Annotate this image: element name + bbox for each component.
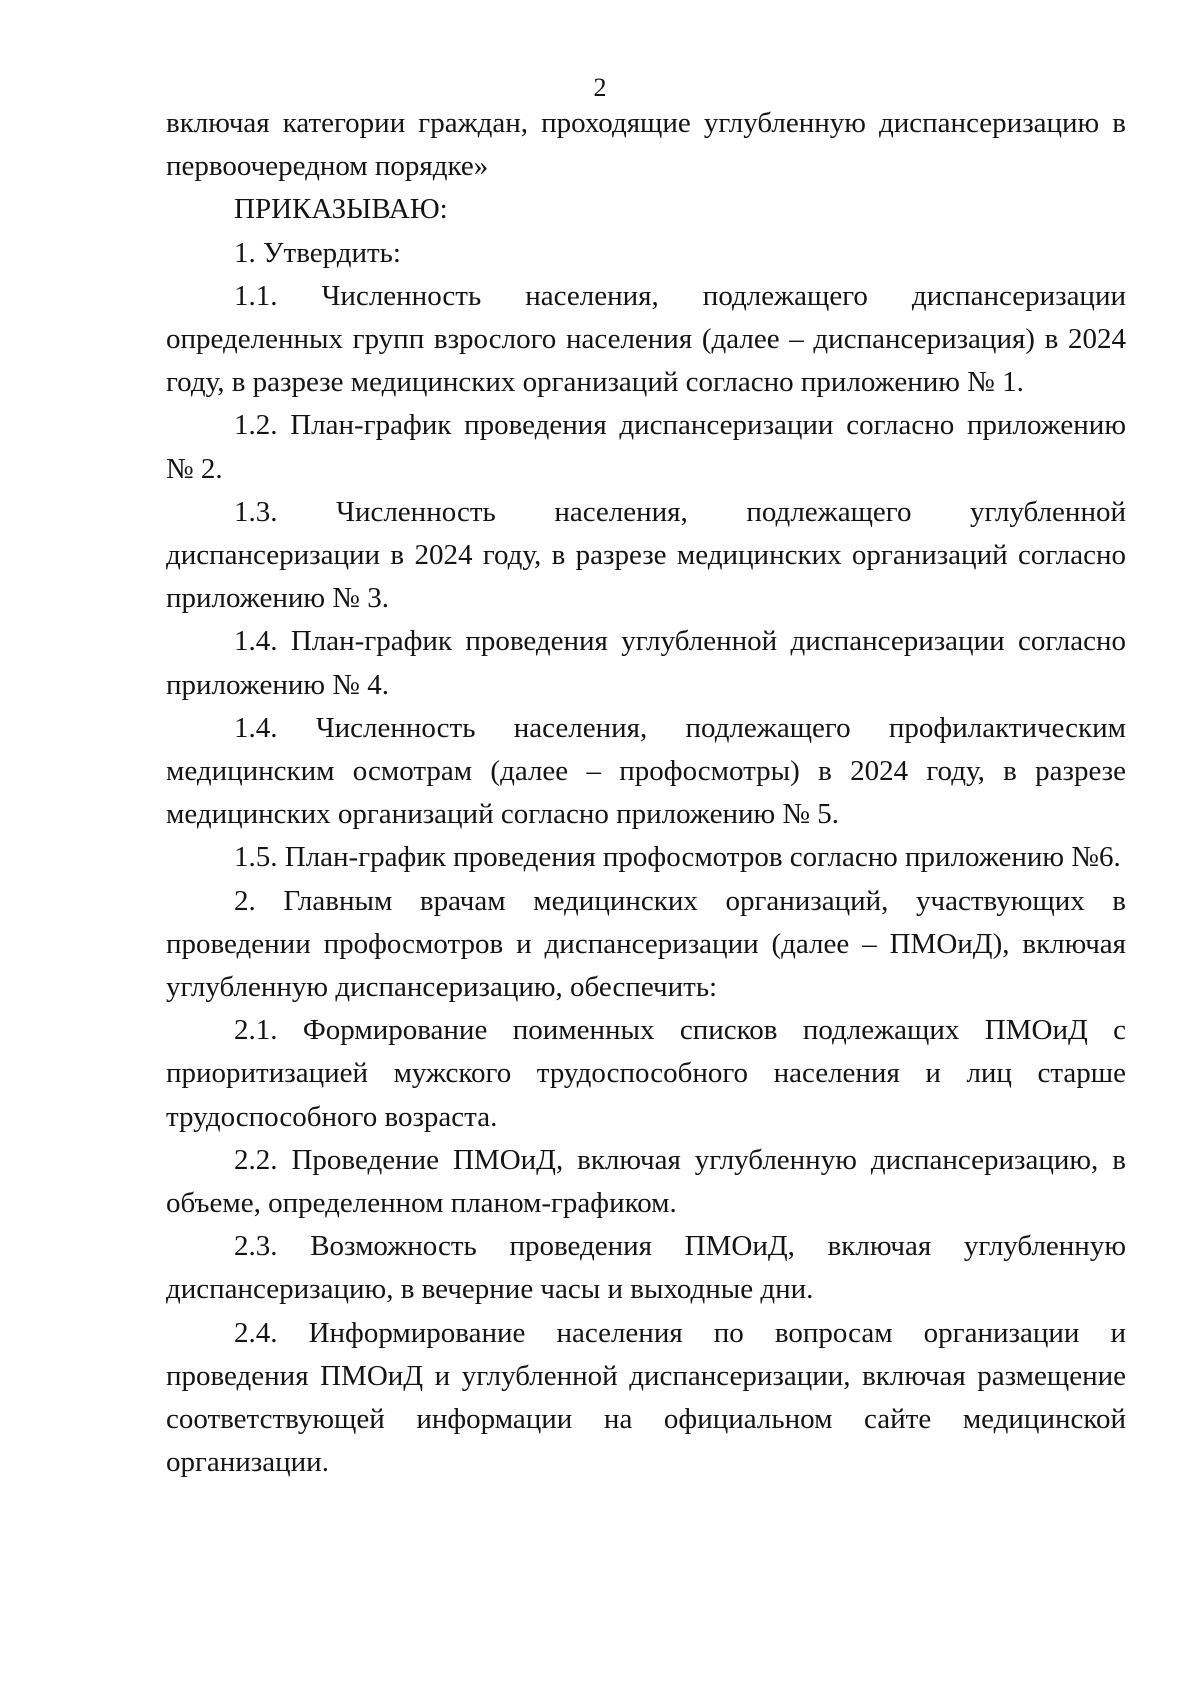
document-body xyxy=(166,102,1126,1485)
item-1-5: 1.5. План-график проведения профосмотров согласно приложению №6. xyxy=(234,841,1121,874)
item-2: 2. Главным врачам медицинских организаций, участвующих в проведении профосмотров и диспансеризации (далее – ПМОиД), включая углубленную диспансеризацию, обеспечить: xyxy=(166,884,1126,1004)
item-2-3: 2.3. Возможность проведения ПМОиД, включая углубленную диспансеризацию, в вечерние часы и выходные дни. xyxy=(166,1230,1126,1306)
order-heading: ПРИКАЗЫВАЮ: xyxy=(234,193,448,226)
item-1-4-a: 1.4. План-график проведения углубленной диспансеризации согласно приложению № 4. xyxy=(166,625,1126,701)
item-2-2: 2.2. Проведение ПМОиД, включая углубленную диспансеризацию, в объеме, определенном планом-графиком. xyxy=(166,1143,1126,1220)
item-1-3: 1.3. Численность населения, подлежащего углубленной диспансеризации в 2024 году, в разрезе медицинских организаций согласно приложению № 3. xyxy=(166,495,1126,615)
intro-paragraph: включая категории граждан, проходящие углубленную диспансеризацию в первоочередном порядке» xyxy=(166,107,1126,183)
item-1: 1. Утвердить: xyxy=(234,236,401,269)
item-1-4-b: 1.4. Численность населения, подлежащего профилактическим медицинским осмотрам (далее – профосмотры) в 2024 году, в разрезе медицинских организаций согласно приложению № 5. xyxy=(166,711,1126,831)
page-number: 2 xyxy=(593,73,607,102)
item-2-1: 2.1. Формирование поименных списков подлежащих ПМОиД с приоритизацией мужского трудоспособного населения и лиц старше трудоспособного возраста. xyxy=(166,1014,1126,1133)
item-1-1: 1.1. Численность населения, подлежащего диспансеризации определенных групп взрослого населения (далее – диспансеризация) в 2024 году, в разрезе медицинских организаций согласно приложению № 1. xyxy=(166,279,1126,399)
item-1-2: 1.2. План-график проведения диспансеризации согласно приложению № 2. xyxy=(166,409,1126,485)
item-2-4: 2.4. Информирование населения по вопросам организации и проведения ПМОиД и углубленной диспансеризации, включая размещение соответствующей информации на официальном сайте медицинской организации. xyxy=(166,1316,1126,1479)
